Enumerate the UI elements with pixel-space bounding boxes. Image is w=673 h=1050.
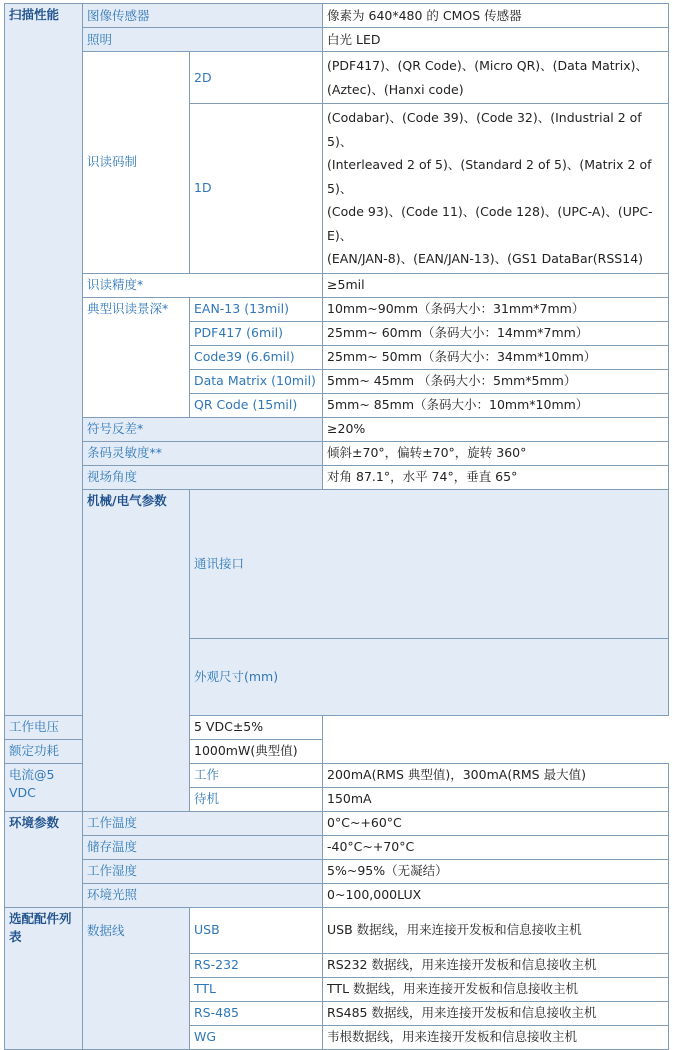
current-work-value: 200mA(RMS 典型值)，300mA(RMS 最大值) [323, 763, 669, 787]
spec-table [4, 3, 669, 1050]
spec-name-power: 额定功耗 [5, 739, 190, 763]
spec-name-voltage: 工作电压 [5, 715, 190, 739]
dof-value: 5mm~ 85mm（条码大小：10mm*10mm） [323, 393, 669, 417]
spec-value-operating-temp: 0°C~+60°C [323, 811, 669, 835]
spec-value-ambient-light: 0~100,000LUX [323, 883, 669, 907]
dof-code: QR Code (15mil) [190, 393, 323, 417]
spec-name-humidity: 工作湿度 [83, 859, 323, 883]
spec-name-precision: 识读精度* [83, 273, 323, 297]
spec-value-illumination: 白光 LED [323, 28, 669, 52]
dof-value: 25mm~ 60mm（条码大小：14mm*7mm） [323, 321, 669, 345]
symbology-1d-line: (Interleaved 2 of 5)、(Standard 2 of 5)、(Matrix 2 of 5)、 [327, 157, 652, 196]
spec-value-humidity: 5%~95%（无凝结） [323, 859, 669, 883]
accessory-cable-label: 数据线 [83, 907, 190, 1049]
dof-code: Code39 (6.6mil) [190, 345, 323, 369]
dof-value: 25mm~ 50mm（条码大小：34mm*10mm） [323, 345, 669, 369]
cable-type: USB [190, 907, 323, 953]
symbology-2d-label: 2D [190, 52, 323, 104]
dof-value: 5mm~ 45mm （条码大小：5mm*5mm） [323, 369, 669, 393]
cable-description: RS232 数据线，用来连接开发板和信息接收主机 [323, 953, 669, 977]
cable-description: TTL 数据线，用来连接开发板和信息接收主机 [323, 977, 669, 1001]
cable-type: WG [190, 1025, 323, 1049]
spec-name-symbologies: 识读码制 [83, 52, 190, 274]
spec-name-ambient-light: 环境光照 [83, 883, 323, 907]
cable-description: 韦根数据线，用来连接开发板和信息接收主机 [323, 1025, 669, 1049]
spec-name-illumination: 照明 [83, 28, 323, 52]
dof-value: 10mm~90mm（条码大小：31mm*7mm） [323, 297, 669, 321]
symbology-1d-line: (Codabar)、(Code 39)、(Code 32)、(Industrial 2 of 5)、 [327, 110, 642, 149]
dof-code: PDF417 (6mil) [190, 321, 323, 345]
dof-code: EAN-13 (13mil) [190, 297, 323, 321]
section-environment: 环境参数 [5, 811, 83, 907]
symbology-1d-line: (Code 93)、(Code 11)、(Code 128)、(UPC-A)、(UPC-E)、 [327, 204, 653, 243]
section-accessories: 选配配件列表 [5, 907, 83, 1049]
current-standby-value: 150mA [323, 787, 669, 811]
dof-code: Data Matrix (10mil) [190, 369, 323, 393]
spec-value-sensitivity: 倾斜±70°，偏转±70°，旋转 360° [323, 441, 669, 465]
spec-name-image-sensor: 图像传感器 [83, 4, 323, 28]
section-mechanical-electrical: 机械/电气参数 [83, 489, 190, 811]
spec-value-contrast: ≥20% [323, 417, 669, 441]
cable-type: RS-485 [190, 1001, 323, 1025]
current-work-label: 工作 [190, 763, 323, 787]
symbology-2d-list [323, 52, 669, 104]
symbology-1d-list [323, 104, 669, 274]
section-scan-performance: 扫描性能 [5, 4, 83, 716]
spec-value-precision: ≥5mil [323, 273, 669, 297]
cable-description: RS485 数据线，用来连接开发板和信息接收主机 [323, 1001, 669, 1025]
current-standby-label: 待机 [190, 787, 323, 811]
spec-value-voltage: 5 VDC±5% [190, 715, 323, 739]
spec-name-depth-of-field: 典型识读景深* [83, 297, 190, 417]
spec-name-fov: 视场角度 [83, 465, 323, 489]
spec-name-dimensions: 外观尺寸(mm) [190, 638, 669, 715]
cable-description: USB 数据线，用来连接开发板和信息接收主机 [323, 907, 669, 953]
spec-value-power: 1000mW(典型值) [190, 739, 323, 763]
spec-value-image-sensor: 像素为 640*480 的 CMOS 传感器 [323, 4, 669, 28]
spec-name-contrast: 符号反差* [83, 417, 323, 441]
spec-name-interface: 通讯接口 [190, 489, 669, 638]
spec-value-storage-temp: -40°C~+70°C [323, 835, 669, 859]
symbology-2d-line: (Aztec)、(Hanxi code) [327, 81, 464, 97]
symbology-2d-line: (PDF417)、(QR Code)、(Micro QR)、(Data Matrix)、 [327, 58, 649, 73]
symbology-1d-line: (EAN/JAN-8)、(EAN/JAN-13)、(GS1 DataBar(RSS14) [327, 251, 644, 266]
cable-type: RS-232 [190, 953, 323, 977]
spec-name-current: 电流@5 VDC [5, 763, 83, 811]
spec-name-storage-temp: 储存温度 [83, 835, 323, 859]
symbology-1d-label: 1D [190, 104, 323, 274]
spec-value-fov: 对角 87.1°，水平 74°，垂直 65° [323, 465, 669, 489]
spec-name-sensitivity: 条码灵敏度** [83, 441, 323, 465]
cable-type: TTL [190, 977, 323, 1001]
spec-name-operating-temp: 工作温度 [83, 811, 323, 835]
